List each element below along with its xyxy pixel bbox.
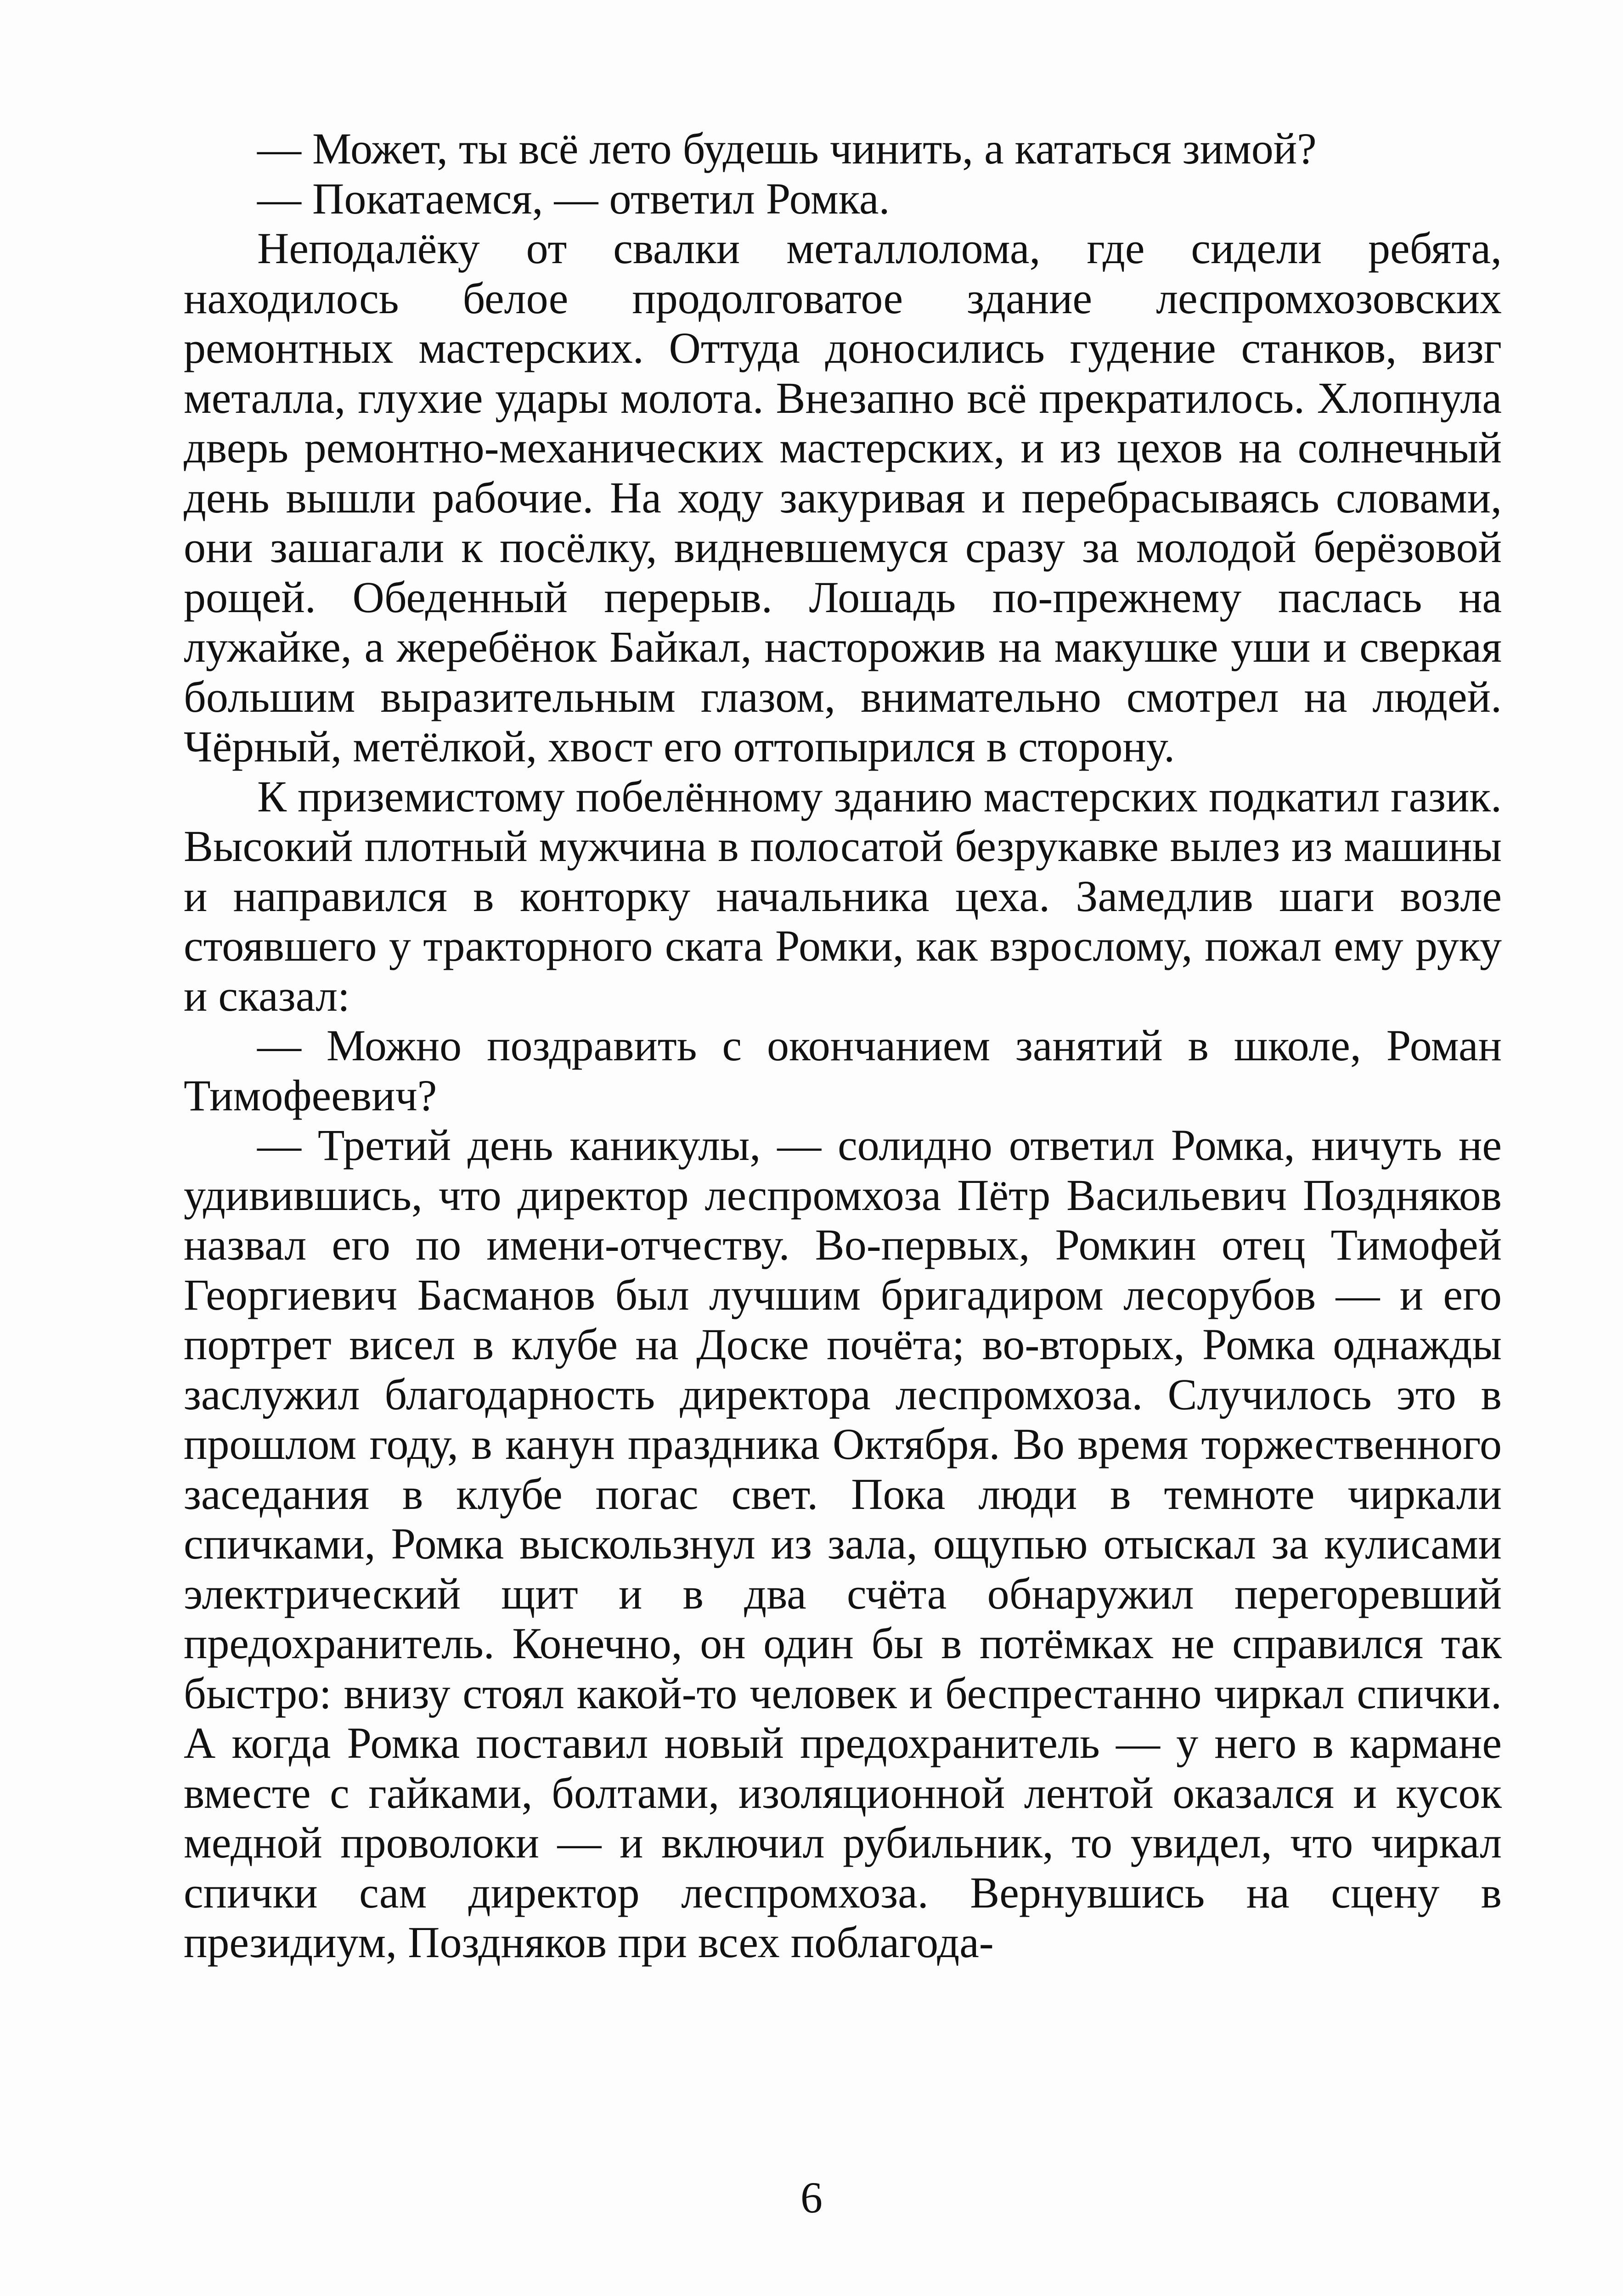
paragraph-1: — Может, ты всё лето будешь чинить, а кататься зимой? [257,124,1317,173]
paragraph-2: — Покатаемся, — ответил Ромка. [257,174,890,223]
paragraph-5: — Можно поздравить с окончанием занятий в школе, Роман Тимофеевич? [184,1021,1502,1120]
page-number: 6 [800,2173,823,2222]
paragraph-3: Неподалёку от свалки металлолома, где сидели ребята, находилось белое продолговатое здание леспромхозовских ремонтных мастерских. Оттуда доносились гудение станков, визг металла, глухие удары молота. Внезапно всё прекратилось. Хлопнула дверь ремонтно-механических мастерских, и из цехов на солнечный день вышли рабочие. На ходу закуривая и перебрасываясь словами, они зашагали к посёлку, видневшемуся сразу за молодой берёзовой рощей. Обеденный перерыв. Лошадь по-прежнему паслась на лужайке, а жеребёнок Байкал, насторожив на макушке уши и сверкая большим выразительным глазом, внимательно смотрел на людей. Чёрный, метёлкой, хвост его оттопырился в сторону. [184,224,1502,771]
paragraph-4: К приземистому побелённому зданию мастерских подкатил газик. Высокий плотный мужчина в полосатой безрукавке вылез из машины и направился в конторку начальника цеха. Замедлив шаги возле стоявшего у тракторного ската Ромки, как взрослому, пожал ему руку и сказал: [184,771,1502,1020]
body-text [184,124,1502,1968]
paragraph-6: — Третий день каникулы, — солидно ответил Ромка, ничуть не удивившись, что директор леспромхоза Пётр Васильевич Поздняков назвал его по имени-отчеству. Во-первых, Ромкин отец Тимофей Георгиевич Басманов был лучшим бригадиром лесорубов — и его портрет висел в клубе на Доске почёта; во-вторых, Ромка однажды заслужил благодарность директора леспромхоза. Случилось это в прошлом году, в канун праздника Октября. Во время торжественного заседания в клубе погас свет. Пока люди в темноте чиркали спичками, Ромка выскользнул из зала, ощупью отыскал за кулисами электрический щит и в два счёта обнаружил перегоревший предохранитель. Конечно, он один бы в потёмках не справился так быстро: внизу стоял какой-то человек и беспрестанно чиркал спички. А когда Ромка поставил новый предохранитель — у него в кармане вместе с гайками, болтами, изоляционной лентой оказался и кусок медной проволоки — и включил рубильник, то увидел, что чиркал спички сам директор леспромхоза. Вернувшись на сцену в президиум, Поздняков при всех поблагода- [184,1120,1502,1967]
